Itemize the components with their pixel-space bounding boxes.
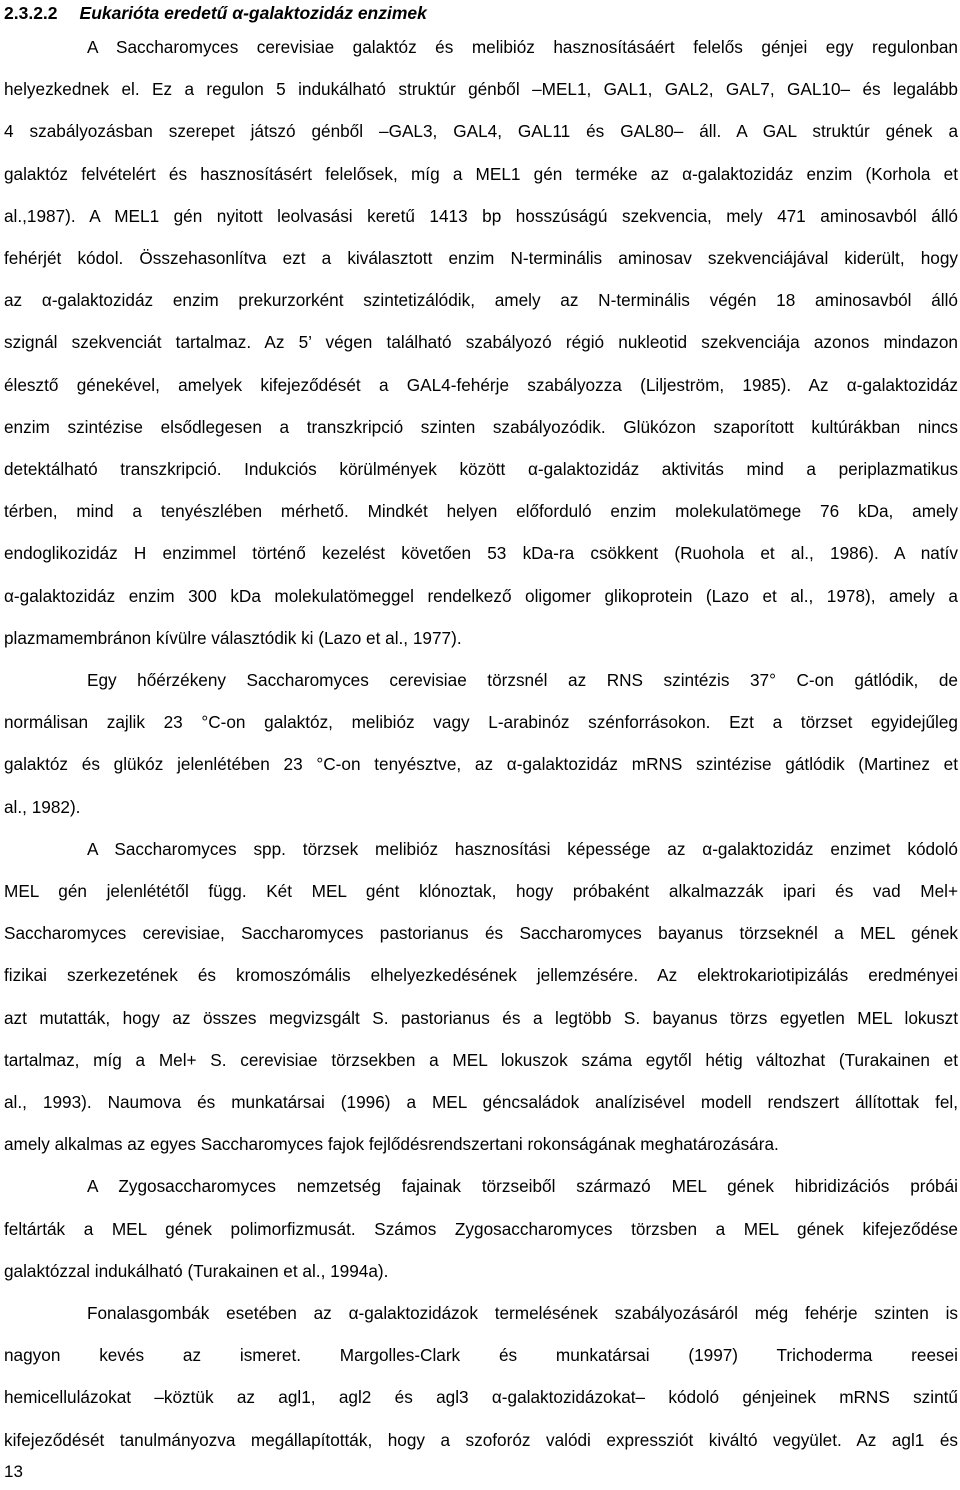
text-line: A Zygosaccharomyces nemzetség fajainak törzseiből származó MEL gének hibridizációs próbái — [87, 1176, 958, 1196]
text-line: Egy hőérzékeny Saccharomyces cerevisiae törzsnél az RNS szintézis 37° C-on gátlódik, de — [87, 670, 958, 690]
text-line: A Saccharomyces spp. törzsek melibióz hasznosítási képessége az α-galaktozidáz enzimet kódoló — [87, 839, 958, 859]
text-line: kifejeződését tanulmányozva megállapították, hogy a szoforóz valódi expressziót kiváltó vegyület. Az agl1 és — [4, 1430, 958, 1450]
text-line: helyezkednek el. Ez a regulon 5 indukálható struktúr génből –MEL1, GAL1, GAL2, GAL7, GAL10– és legalább — [4, 79, 958, 99]
text-line: galaktóz felvételért és hasznosításért felelősek, míg a MEL1 gén terméke az α-galaktozidáz enzim (Korhola et — [4, 164, 958, 184]
text-line: MEL gén jelenlététől függ. Két MEL gént klónoztak, hogy próbaként alkalmazzák ipari és vad Mel+ — [4, 881, 958, 901]
text-line: α-galaktozidáz enzim 300 kDa molekulatömeggel rendelkező oligomer glikoprotein (Lazo et al., 1978), amely a — [4, 586, 958, 606]
text-line: élesztő génekével, amelyek kifejeződését a GAL4-fehérje szabályozza (Liljeström, 1985). Az α-galaktozidáz — [4, 375, 958, 395]
text-line: Fonalasgombák esetében az α-galaktozidázok termelésének szabályozásáról még fehérje szinten is — [87, 1303, 958, 1323]
section-heading — [4, 3, 427, 24]
section-number: 2.3.2.2 — [4, 3, 58, 23]
text-line: tartalmaz, míg a Mel+ S. cerevisiae törzsekben a MEL lokuszok száma egytől hétig változhat (Turakainen et — [4, 1050, 958, 1070]
text-line: Saccharomyces cerevisiae, Saccharomyces pastorianus és Saccharomyces bayanus törzseknél a MEL gének — [4, 923, 958, 943]
text-line: al., 1993). Naumova és munkatársai (1996) a MEL géncsaládok analízisével modell rendszert állítottak fel, — [4, 1092, 958, 1112]
text-line: enzim szintézise elsődlegesen a transzkripció szinten szabályozódik. Glükózon szaporított kultúrákban nincs — [4, 417, 958, 437]
text-line: fehérjét kódol. Összehasonlítva ezt a kiválasztott enzim N-terminális aminosav szekvenciájával kiderült, hogy — [4, 248, 958, 268]
text-line: térben, mind a tenyészlében mérhető. Mindkét helyen előforduló enzim molekulatömege 76 kDa, amely — [4, 501, 958, 521]
text-line: azt mutatták, hogy az összes megvizsgált S. pastorianus és a legtöbb S. bayanus törzs egyetlen MEL lokuszt — [4, 1008, 958, 1028]
text-line: al., 1982). — [4, 797, 81, 817]
text-line: al.,1987). A MEL1 gén nyitott leolvasási keretű 1413 bp hosszúságú szekvencia, mely 471 aminosavból álló — [4, 206, 958, 226]
page-number: 13 — [4, 1462, 23, 1481]
text-line: feltárták a MEL gének polimorfizmusát. Számos Zygosaccharomyces törzsben a MEL gének kifejeződése — [4, 1219, 958, 1239]
text-line: normálisan zajlik 23 °C-on galaktóz, melibióz vagy L-arabinóz szénforrásokon. Ezt a törzset egyidejűleg — [4, 712, 958, 732]
text-line: amely alkalmas az egyes Saccharomyces fajok fejlődésrendszertani rokonságának meghatározására. — [4, 1134, 779, 1154]
text-line: galaktóz és glükóz jelenlétében 23 °C-on tenyésztve, az α-galaktozidáz mRNS szintézise gátlódik (Martinez et — [4, 754, 958, 774]
text-line: nagyon kevés az ismeret. Margolles-Clark és munkatársai (1997) Trichoderma reesei — [4, 1345, 958, 1365]
text-line: detektálható transzkripció. Indukciós körülmények között α-galaktozidáz aktivitás mind a periplazmatikus — [4, 459, 958, 479]
section-title: Eukarióta eredetű α-galaktozidáz enzimek — [79, 3, 427, 23]
text-line: fizikai szerkezetének és kromoszómális elhelyezkedésének jellemzésére. Az elektrokariotipizálás eredményei — [4, 965, 958, 985]
text-line: az α-galaktozidáz enzim prekurzorként szintetizálódik, amely az N-terminális végén 18 aminosavból álló — [4, 290, 958, 310]
text-line: plazmamembránon kívülre választódik ki (Lazo et al., 1977). — [4, 628, 462, 648]
text-line: szignál szekvenciát tartalmaz. Az 5’ végen található szabályozó régió nukleotid szekvenciája azonos mindazon — [4, 332, 958, 352]
text-line: endoglikozidáz H enzimmel történő kezelést követően 53 kDa-ra csökkent (Ruohola et al., 1986). A natív — [4, 543, 958, 563]
text-line: hemicellulázokat –köztük az agl1, agl2 és agl3 α-galaktozidázokat– kódoló génjeinek mRNS szintű — [4, 1387, 958, 1407]
text-line: galaktózzal indukálható (Turakainen et al., 1994a). — [4, 1261, 389, 1281]
text-line: A Saccharomyces cerevisiae galaktóz és melibióz hasznosításáért felelős génjei egy regulonban — [87, 37, 958, 57]
text-line: 4 szabályozásban szerepet játszó génből –GAL3, GAL4, GAL11 és GAL80– áll. A GAL struktúr gének a — [4, 121, 958, 141]
